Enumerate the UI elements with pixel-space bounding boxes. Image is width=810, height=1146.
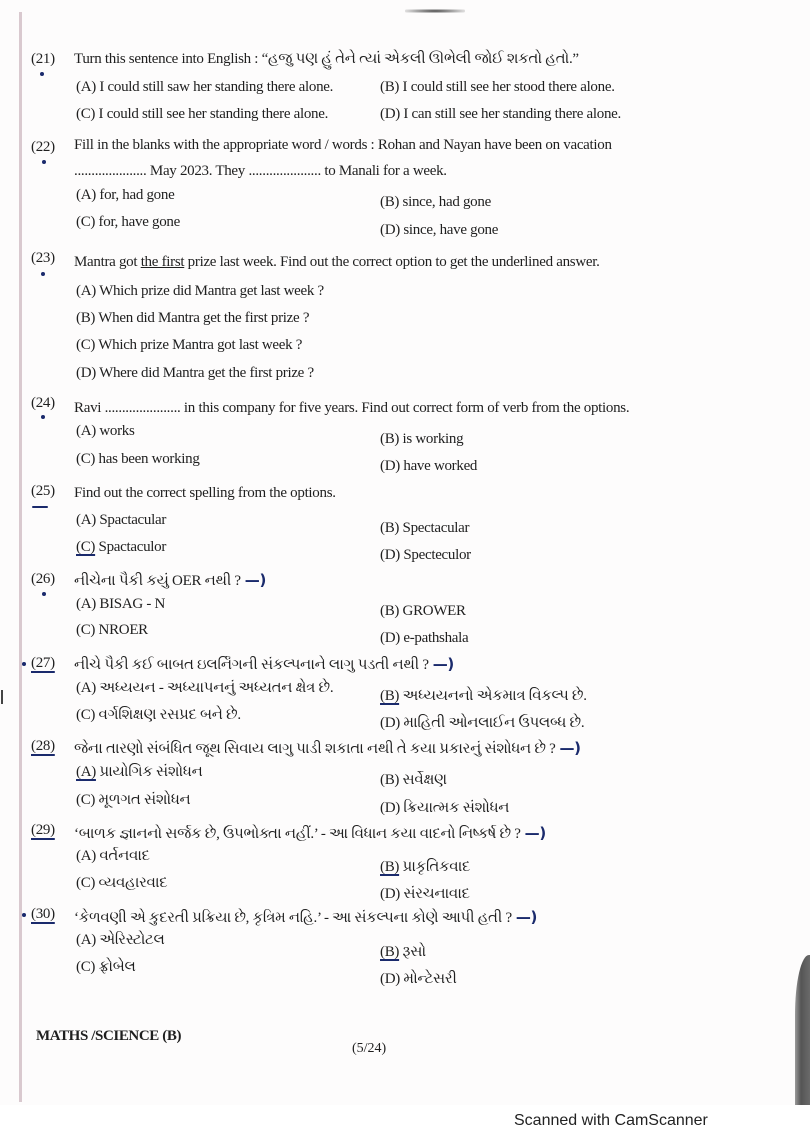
option-b[interactable] bbox=[380, 687, 587, 705]
question-number: (26) bbox=[31, 571, 55, 587]
option-c[interactable]: (C) for, have gone bbox=[76, 214, 180, 230]
option-a[interactable]: (A) works bbox=[76, 423, 135, 439]
subject-label: MATHS /SCIENCE (B) bbox=[36, 1028, 182, 1044]
pen-dot-mark bbox=[22, 913, 26, 917]
pen-dot-mark bbox=[42, 592, 46, 596]
option-b[interactable]: (B) When did Mantra get the first prize ? bbox=[76, 310, 310, 326]
option-d[interactable]: (D) માહિતી ઓનલાઈન ઉપલબ્ધ છે. bbox=[380, 715, 585, 731]
question-text: Find out the correct spelling from the options. bbox=[74, 485, 336, 501]
option-text: પ્રાયોગિક સંશોધન bbox=[95, 764, 203, 780]
text-part: નીચે પૈકી કઈ બાબત ઇલર્નિંગની સંકલ્પનાને લાગુ પડતી નથી ? bbox=[74, 657, 429, 673]
page-margin-line bbox=[19, 12, 22, 1102]
marked-answer-letter: (B) bbox=[380, 688, 400, 704]
pen-dot-mark bbox=[41, 415, 45, 419]
option-d[interactable]: (D) since, have gone bbox=[380, 222, 499, 238]
option-c[interactable]: (C) વર્ગશિક્ષણ રસપ્રદ બને છે. bbox=[76, 707, 241, 723]
question-number: (30) bbox=[31, 906, 55, 922]
question-text: Fill in the blanks with the appropriate word / words : Rohan and Nayan have been on vacation bbox=[74, 137, 612, 153]
pen-dot-mark bbox=[22, 662, 26, 666]
page-number: (5/24) bbox=[352, 1041, 387, 1056]
option-a[interactable]: (A) Spactacular bbox=[76, 512, 167, 528]
option-d[interactable]: (D) Where did Mantra get the first prize ? bbox=[76, 365, 314, 381]
option-text: અધ્યયનનો એકમાત્ર વિકલ્પ છે. bbox=[399, 688, 587, 704]
option-d[interactable]: (D) Specteculor bbox=[380, 547, 471, 563]
option-d[interactable]: (D) મોન્ટેસરી bbox=[380, 971, 457, 987]
question-text bbox=[74, 571, 266, 590]
option-b[interactable]: (B) since, had gone bbox=[380, 194, 491, 210]
question-text bbox=[74, 739, 581, 758]
question-number: (27) bbox=[31, 655, 55, 671]
underlined-answer: the first bbox=[140, 254, 185, 270]
option-a[interactable]: (A) એરિસ્ટોટલ bbox=[76, 932, 165, 948]
option-b[interactable]: (B) GROWER bbox=[380, 603, 466, 619]
option-d[interactable]: (D) have worked bbox=[380, 458, 478, 474]
question-text bbox=[74, 655, 454, 674]
option-d[interactable]: (D) e-pathshala bbox=[380, 630, 469, 646]
question-number: (25) bbox=[31, 483, 55, 499]
question-text: Ravi ...................... in this company for five years. Find out correct form of verb from the options. bbox=[74, 400, 630, 416]
question-text bbox=[74, 254, 600, 271]
question-number: (23) bbox=[31, 250, 55, 266]
text-part: નીચેના પૈકી કયું OER નથી ? bbox=[74, 573, 241, 589]
marked-answer-letter: (A) bbox=[76, 764, 96, 780]
option-b[interactable] bbox=[380, 858, 470, 876]
option-d[interactable]: (D) સંરચનાવાદ bbox=[380, 886, 470, 902]
question-text: Turn this sentence into English : “હજુ પણ હું તેને ત્યાં એકલી ઊભેલી જોઈ શકતો હતો.” bbox=[74, 51, 579, 67]
question-number: (21) bbox=[31, 51, 55, 67]
pen-dot-mark bbox=[41, 272, 45, 276]
question-number: (24) bbox=[31, 395, 55, 411]
pen-arrow-icon: —) bbox=[524, 824, 546, 842]
option-c[interactable]: (C) ફ્રોબેલ bbox=[76, 959, 136, 975]
option-text: Spactaculor bbox=[95, 539, 167, 555]
question-number: (28) bbox=[31, 738, 55, 754]
option-a[interactable]: (A) અધ્યયન - અધ્યાપનનું અધ્યતન ક્ષેત્ર છે. bbox=[76, 680, 334, 696]
question-text bbox=[74, 908, 537, 927]
pen-arrow-icon: —) bbox=[559, 739, 581, 757]
option-a[interactable]: (A) for, had gone bbox=[76, 187, 175, 203]
option-b[interactable]: (B) Spectacular bbox=[380, 520, 470, 536]
marked-answer-letter: (B) bbox=[380, 944, 400, 960]
option-d[interactable]: (D) I can still see her standing there alone. bbox=[380, 106, 621, 122]
option-b[interactable]: (B) I could still see her stood there alone. bbox=[380, 79, 615, 95]
option-c[interactable]: (C) has been working bbox=[76, 451, 200, 467]
option-d[interactable]: (D) ક્રિયાત્મક સંશોધન bbox=[380, 800, 510, 816]
option-b[interactable]: (B) is working bbox=[380, 431, 464, 447]
scan-smudge bbox=[405, 9, 465, 13]
text-part: ‘કેળવણી એ કુદરતી પ્રક્રિયા છે, કૃત્રિમ નહિ.’ - આ સંકલ્પના કોણે આપી હતી ? bbox=[74, 910, 512, 926]
option-b[interactable] bbox=[380, 943, 426, 961]
text-part: જેના તારણો સંબંધિત જૂથ સિવાય લાગુ પાડી શકાતા નથી તે કયા પ્રકારનું સંશોધન છે ? bbox=[74, 741, 556, 757]
option-a[interactable]: (A) BISAG - N bbox=[76, 596, 166, 612]
option-a[interactable]: (A) I could still saw her standing there alone. bbox=[76, 79, 334, 95]
pen-underline-mark bbox=[32, 506, 48, 508]
text-part: ‘બાળક જ્ઞાનનો સર્જક છે, ઉપભોક્તા નહીં.’ - આ વિધાન કયા વાદનો નિષ્કર્ષ છે ? bbox=[74, 826, 521, 842]
scan-mark bbox=[1, 690, 3, 704]
pen-arrow-icon: —) bbox=[515, 908, 538, 926]
option-c[interactable]: (C) Which prize Mantra got last week ? bbox=[76, 337, 303, 353]
marked-answer-letter: (B) bbox=[380, 859, 400, 875]
scanner-watermark: Scanned with CamScanner bbox=[514, 1112, 708, 1129]
pen-arrow-icon: —) bbox=[432, 655, 454, 673]
text-part: Mantra got bbox=[74, 254, 141, 270]
pen-dot-mark bbox=[42, 160, 46, 164]
question-text bbox=[74, 824, 546, 843]
option-c[interactable]: (C) મૂળગત સંશોધન bbox=[76, 792, 191, 808]
option-c[interactable] bbox=[76, 539, 166, 556]
question-number: (29) bbox=[31, 822, 55, 838]
option-a[interactable]: (A) વર્તનવાદ bbox=[76, 848, 150, 864]
text-part: prize last week. Find out the correct option to get the underlined answer. bbox=[184, 254, 600, 270]
marked-answer-letter: (C) bbox=[76, 539, 96, 555]
option-b[interactable]: (B) સર્વેક્ષણ bbox=[380, 772, 447, 788]
question-text-line2: ..................... May 2023. They ..................... to Manali for a week. bbox=[74, 163, 447, 179]
option-a[interactable]: (A) Which prize did Mantra get last week ? bbox=[76, 283, 324, 299]
question-number: (22) bbox=[31, 139, 55, 155]
option-c[interactable]: (C) વ્યવહારવાદ bbox=[76, 875, 168, 891]
pen-arrow-icon: —) bbox=[244, 571, 267, 589]
option-text: રૂસો bbox=[399, 944, 426, 960]
option-a[interactable] bbox=[76, 763, 202, 781]
option-text: પ્રાકૃતિકવાદ bbox=[399, 859, 471, 875]
option-c[interactable]: (C) I could still see her standing there alone. bbox=[76, 106, 329, 122]
option-c[interactable]: (C) NROER bbox=[76, 622, 148, 638]
page-edge-shadow bbox=[795, 955, 810, 1105]
pen-dot-mark bbox=[40, 72, 44, 76]
